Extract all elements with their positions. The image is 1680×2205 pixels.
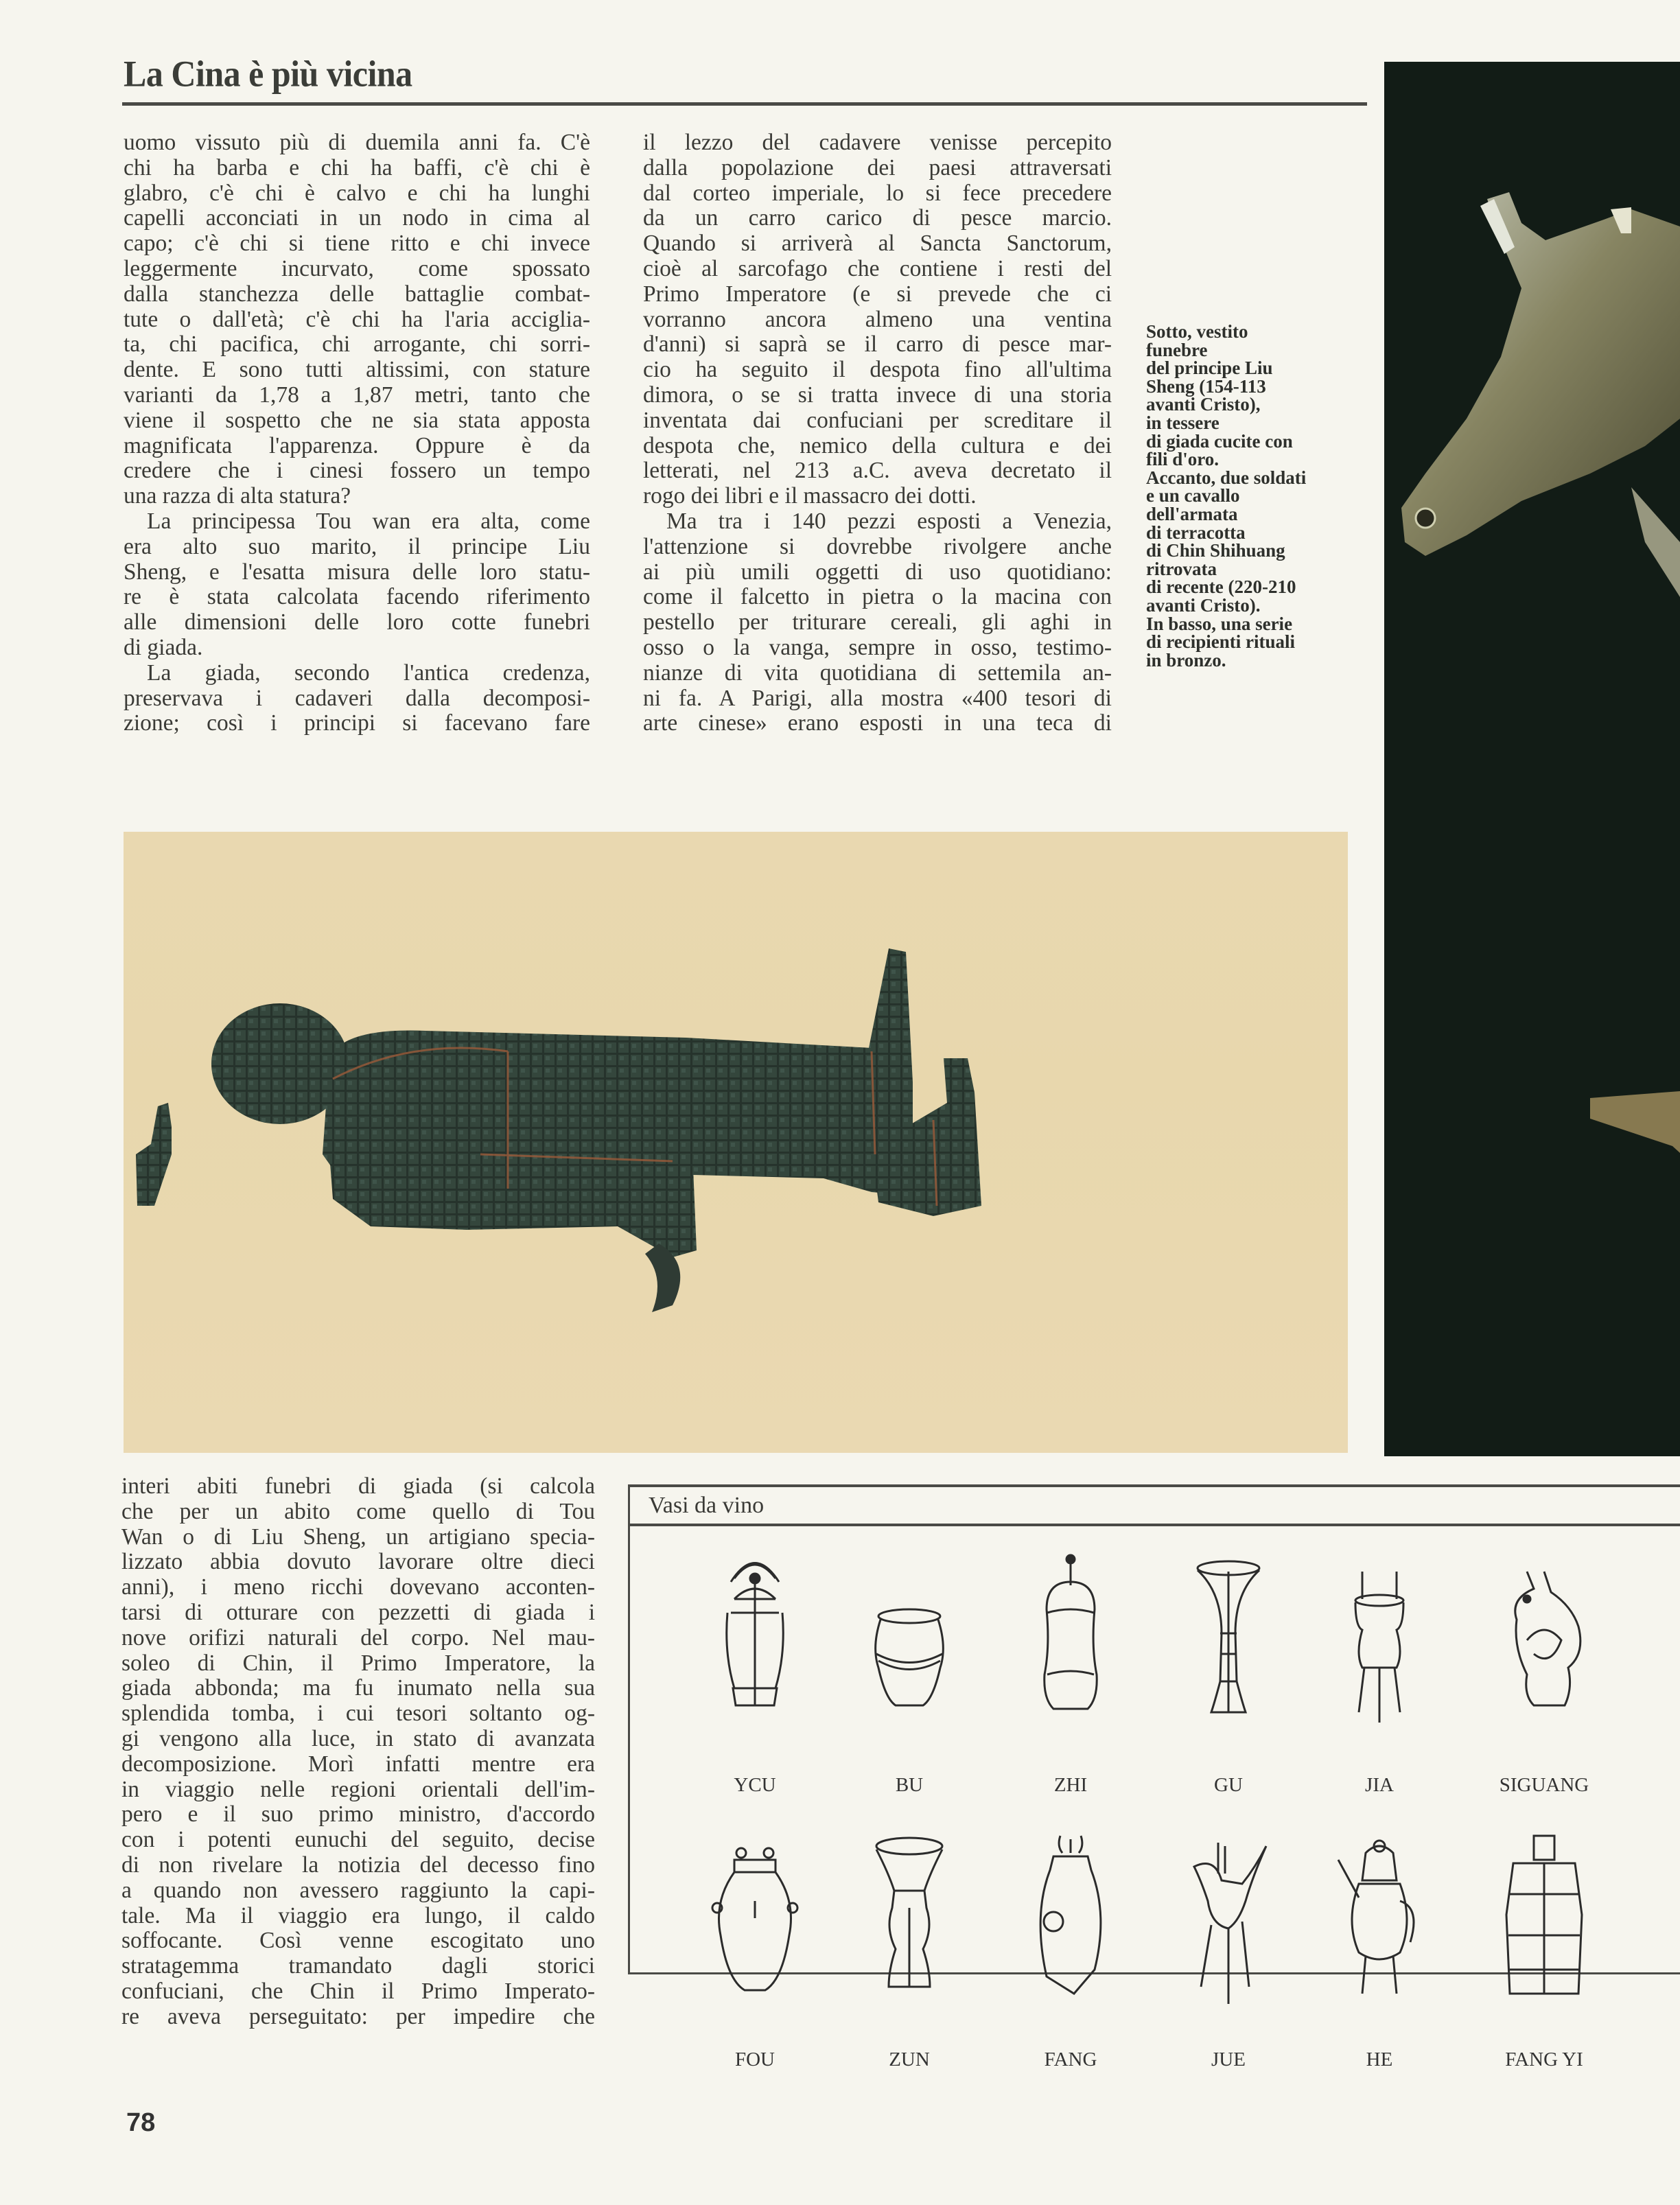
text-line: credere che i cinesi fossero un tempo: [124, 458, 590, 484]
text-line: dal corteo imperiale, lo si fece precedere: [643, 180, 1112, 206]
caption-line: del principe Liu: [1146, 358, 1273, 379]
photo-caption: [1146, 323, 1352, 669]
vessel-zun-drawing: [841, 1832, 978, 2004]
jade-suit-image: [124, 832, 1348, 1453]
vessel-label-zun: ZUN: [889, 2049, 930, 2070]
text-line: viene il sospetto che ne sia stata apposta: [124, 407, 590, 433]
jade-burial-suit-photo: [124, 832, 1348, 1453]
text-line: pero e il suo primo ministro, d'accordo: [121, 1801, 595, 1828]
text-line: stratagemma tramandato dagli storici: [121, 1953, 595, 1979]
text-line: dimora, o se si tratta invece di una storia: [643, 382, 1112, 408]
text-line: da un carro carico di pesce marcio.: [643, 205, 1112, 231]
text-line: che per un abito come quello di Tou: [121, 1498, 595, 1524]
text-line: glabro, c'è chi è calvo e chi ha lunghi: [124, 180, 590, 206]
text-line: cioè al sarcofago che contiene i resti del: [643, 255, 1112, 281]
text-line: tarsi di otturare con pezzetti di giada i: [121, 1599, 595, 1625]
caption-line: in bronzo.: [1146, 649, 1226, 670]
caption-line: di terracotta: [1146, 522, 1246, 543]
text-line: dente. E sono tutti altissimi, con stature: [124, 357, 590, 383]
text-line: Sheng, e l'esatta misura delle loro statu-: [124, 559, 590, 585]
caption-line: funebre: [1146, 339, 1208, 360]
text-line: chi ha barba e chi ha baffi, c'è chi è: [124, 154, 590, 180]
text-line: gi vengono alla luce, in stato di avanzata: [121, 1725, 595, 1751]
vessel-fang-drawing: [1002, 1832, 1139, 2004]
text-line: re è stata calcolata facendo riferimento: [124, 584, 590, 610]
text-line: vorranno ancora almeno una ventina: [643, 306, 1112, 332]
vessel-label-ycu: YCU: [734, 1774, 776, 1796]
text-line: uomo vissuto più di duemila anni fa. C'è: [124, 130, 590, 155]
article-column-2: [643, 130, 1112, 736]
vessel-fou-drawing: [686, 1832, 824, 2004]
caption-line: di giada cucite con: [1146, 430, 1293, 452]
page-title: La Cina è più vicina: [124, 53, 412, 95]
text-line: Quando si arriverà al Sancta Sanctorum,: [643, 231, 1112, 257]
text-line: leggermente incurvato, come spossato: [124, 255, 590, 281]
text-line: La giada, secondo l'antica credenza,: [147, 660, 590, 686]
text-line: pestello per triturare cereali, gli aghi in: [643, 609, 1112, 635]
vessel-label-jue: JUE: [1211, 2049, 1246, 2070]
text-line: inventata dai confuciani per screditare il: [643, 407, 1112, 433]
text-line: era alto suo marito, il principe Liu: [124, 533, 590, 559]
text-line: capo; c'è chi si tiene ritto e chi invece: [124, 231, 590, 257]
text-line: rogo dei libri e il massacro dei dotti.: [643, 483, 977, 509]
text-line: d'anni) si saprà se il carro di pesce mar-: [643, 331, 1112, 358]
vessel-label-zhi: ZHI: [1053, 1774, 1088, 1796]
vessel-jue-drawing: [1160, 1832, 1297, 2004]
text-line: anni), i meno ricchi dovevano acconten-: [121, 1574, 595, 1600]
caption-line: Sheng (154-113: [1146, 375, 1266, 397]
vessel-jia-drawing: [1311, 1551, 1448, 1723]
vessel-gu-drawing: [1160, 1551, 1297, 1723]
caption-line: in tessere: [1146, 412, 1220, 433]
caption-line: di Chin Shihuang: [1146, 540, 1285, 561]
article-column-1: [124, 130, 590, 736]
terracotta-horse-photo: [1384, 62, 1680, 1456]
text-line: giada abbonda; ma fu inumato nella sua: [121, 1675, 595, 1701]
text-line: magnificata l'apparenza. Oppure è da: [124, 432, 590, 458]
text-line: cio ha seguito il despota fino all'ultima: [643, 357, 1112, 383]
text-line: ni fa. A Parigi, alla mostra «400 tesori di: [643, 685, 1112, 711]
text-line: interi abiti funebri di giada (si calcola: [121, 1473, 595, 1499]
text-line: despota che, nemico della cultura e dei: [643, 432, 1112, 458]
text-line: Wan o di Liu Sheng, un artigiano specia-: [121, 1524, 595, 1550]
box-title: Vasi da vino: [649, 1493, 765, 1518]
text-line: ta, chi pacifica, chi arrogante, chi sorri-: [124, 331, 590, 358]
caption-line: Accanto, due soldati: [1146, 467, 1307, 488]
text-line: arte cinese» erano esposti in una teca di: [643, 710, 1112, 736]
text-line: in viaggio nelle regioni orientali dell'im-: [121, 1776, 595, 1802]
text-line: di giada.: [124, 634, 203, 660]
caption-line: di recente (220-210: [1146, 576, 1296, 598]
text-line: osso o la vanga, sempre in osso, testimo-: [643, 634, 1112, 660]
vessel-siguang-drawing: [1475, 1551, 1613, 1723]
vessel-zhi-drawing: [1002, 1551, 1139, 1723]
text-line: re aveva perseguitato: per impedire che: [121, 2003, 595, 2029]
caption-line: fili d'oro.: [1146, 449, 1220, 470]
page-number: 78: [126, 2108, 156, 2137]
article-column-3: [121, 1474, 595, 2030]
text-line: La principessa Tou wan era alta, come: [147, 508, 590, 534]
vessel-he-drawing: [1311, 1832, 1448, 2004]
caption-line: Sotto, vestito: [1146, 321, 1248, 342]
caption-line: dell'armata: [1146, 503, 1238, 524]
caption-line: avanti Cristo),: [1146, 394, 1261, 415]
caption-line: ritrovata: [1146, 558, 1217, 579]
text-line: soleo di Chin, il Primo Imperatore, la: [121, 1650, 595, 1676]
text-line: l'attenzione si dovrebbe rivolgere anche: [643, 533, 1112, 559]
text-line: varianti da 1,78 a 1,87 metri, tanto che: [124, 382, 590, 408]
text-line: nove orifizi naturali del corpo. Nel mau-: [121, 1624, 595, 1650]
text-line: tale. Ma il viaggio era lungo, il caldo: [121, 1902, 595, 1928]
vessel-label-gu: GU: [1214, 1774, 1243, 1796]
text-line: capelli acconciati in un nodo in cima al: [124, 205, 590, 231]
text-line: dalla stanchezza delle battaglie combat-: [124, 281, 590, 307]
vessel-label-fang: FANG: [1044, 2049, 1097, 2070]
text-line: confuciani, che Chin il Primo Imperato-: [121, 1978, 595, 2004]
vessel-label-bu: BU: [895, 1774, 924, 1796]
text-line: dalla popolazione dei paesi attraversati: [643, 154, 1112, 180]
text-line: zione; così i principi si facevano fare: [124, 710, 590, 736]
vessel-ycu-drawing: [686, 1551, 824, 1723]
text-line: come il falcetto in pietra o la macina con: [643, 584, 1112, 610]
text-line: a quando non avessero raggiunto la capi-: [121, 1877, 595, 1903]
text-line: lizzato abbia dovuto lavorare oltre dieci: [121, 1549, 595, 1575]
header-rule: [122, 102, 1367, 106]
text-line: il lezzo del cadavere venisse percepito: [643, 130, 1112, 155]
vessel-fang-yi-drawing: [1475, 1832, 1613, 2004]
caption-line: In basso, una serie: [1146, 613, 1293, 634]
text-line: con i potenti eunuchi del seguito, decise: [121, 1827, 595, 1853]
vessel-label-jia: JIA: [1365, 1774, 1394, 1796]
text-line: Primo Imperatore (e si prevede che ci: [643, 281, 1112, 307]
text-line: decomposizione. Morì infatti mentre era: [121, 1751, 595, 1777]
text-line: ai più umili oggetti di uso quotidiano:: [643, 559, 1112, 585]
text-line: nianze di vita quotidiana di settemila an-: [643, 660, 1112, 686]
text-line: di non rivelare la notizia del decesso fino: [121, 1852, 595, 1878]
caption-line: e un cavallo: [1146, 485, 1240, 506]
text-line: Ma tra i 140 pezzi esposti a Venezia,: [666, 508, 1112, 534]
vessel-label-siguang: SIGUANG: [1499, 1774, 1589, 1796]
vessel-label-he: HE: [1366, 2049, 1393, 2070]
text-line: letterati, nel 213 a.C. aveva decretato il: [643, 458, 1112, 484]
vessel-label-fou: FOU: [734, 2049, 775, 2070]
text-line: una razza di alta statura?: [124, 483, 351, 509]
vessel-label-fang-yi: FANG YI: [1505, 2049, 1583, 2070]
text-line: alle dimensioni delle loro cotte funebri: [124, 609, 590, 635]
caption-line: avanti Cristo).: [1146, 594, 1261, 616]
text-line: tute o dall'età; c'è chi ha l'aria acciglia-: [124, 306, 590, 332]
horse-head-image: [1384, 62, 1680, 1456]
text-line: soffocante. Così venne escogitato uno: [121, 1928, 595, 1954]
text-line: splendida tomba, i cui tesori soltanto og-: [121, 1701, 595, 1727]
text-line: preservava i cadaveri dalla decomposi-: [124, 685, 590, 711]
vessel-bu-drawing: [841, 1551, 978, 1723]
caption-line: di recipienti rituali: [1146, 631, 1295, 653]
box-title-rule: [630, 1524, 1680, 1526]
